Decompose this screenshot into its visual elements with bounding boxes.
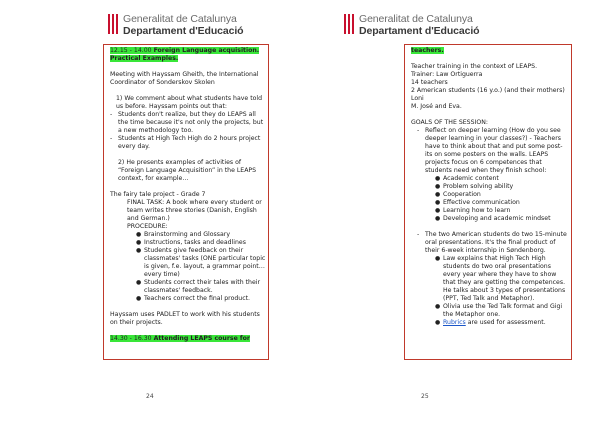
list-item: - Reflect on deeper learning (How do you see deeper learning in your classes?) - Teachers have to think about that and put some post-its on some posters on the walls. LEAPS projects focus on 6 competences that students need when they finish school: xyxy=(417,127,563,174)
list-item: ● Teachers correct the final product. xyxy=(136,295,251,302)
section1-heading: 12.15 - 14.00 Foreign Language acquisition. Practical Examples. xyxy=(110,47,260,62)
section2-continued: teachers. xyxy=(411,47,444,54)
generalitat-logo xyxy=(108,14,244,37)
fairy-tale-title: The fairy tale project - Grade 7 xyxy=(110,191,206,198)
list-item: ● Academic content xyxy=(435,175,499,182)
content-box-right xyxy=(404,44,572,360)
list-item: ● Developing and academic mindset xyxy=(435,215,551,222)
point2-text: 2) He presents examples of activities of “Foreign Language Acquisition” in the LEAPS context, for example… xyxy=(118,159,257,182)
content-box-left xyxy=(103,44,269,360)
list-item: ● Instructions, tasks and deadlines xyxy=(136,239,246,246)
competences-list xyxy=(411,175,568,223)
generalitat-logo xyxy=(344,14,480,37)
generalitat-bars-icon xyxy=(344,14,354,34)
goals-list-2 xyxy=(411,231,568,255)
meeting-text: Meeting with Hayssam Gheith, the International Coordinator of Sonderskov Skolen xyxy=(110,71,259,86)
logo-line2: Departament d'Educació xyxy=(359,25,480,37)
logo-line1: Generalitat de Catalunya xyxy=(123,13,237,25)
trainer-text: Trainer: Law Ortiguerra xyxy=(411,71,483,78)
goals-title: GOALS OF THE SESSION: xyxy=(411,119,488,126)
padlet-text: Hayssam uses PADLET to work with his students on their projects. xyxy=(110,311,260,326)
list-item: ● Rubrics are used for assessment. xyxy=(435,319,546,326)
section2-heading: 14.30 - 16.30 Attending LEAPS course for xyxy=(110,335,250,342)
point1-text: 1) We comment about what students have told us before. Hayssam points out that: xyxy=(116,95,263,110)
list-item: ● Effective communication xyxy=(435,199,520,206)
list-item: ● Cooperation xyxy=(435,191,481,198)
list-item: ● Problem solving ability xyxy=(435,183,514,190)
list-item: ● Law explains that High Tech High students do two oral presentations every year where they have to show that they are getting the competences. He talks about 3 types of presentations (PPT, Ted Talk and Metaphor). xyxy=(435,255,566,302)
point1-list xyxy=(110,111,267,151)
page-number-right: 25 xyxy=(421,393,429,400)
list-item: ● Students correct their tales with their classmates' feedback. xyxy=(136,279,261,294)
list-item: ● Students give feedback on their classmates' tasks (ONE particular topic is given, f.e. layout, a grammar point… every time) xyxy=(136,247,266,278)
rubrics-link[interactable]: Rubrics xyxy=(443,319,466,326)
loni-text: Loni xyxy=(411,95,424,102)
list-item: ● Brainstorming and Glossary xyxy=(136,231,231,238)
final-task: FINAL TASK: A book where every student or team writes three stories (Danish, English and German.) xyxy=(127,199,262,222)
presentation-list xyxy=(411,255,568,327)
list-item: - The two American students do two 15-minute oral presentations. It's the final product of their 6-week internship in Søndenborg. xyxy=(417,231,567,254)
list-item: - Students don't realize, but they do LEAPS all the time because it's not only the projects, but a new methodology too. xyxy=(110,111,264,134)
list-item: ● Olivia use the Ted Talk format and Gigi the Metaphor one. xyxy=(435,303,563,318)
names-text: M. José and Eva. xyxy=(411,103,462,110)
page-number-left: 24 xyxy=(146,393,154,400)
page-right xyxy=(300,0,600,424)
students-text: 2 American students (16 y.o.) (and their mothers) xyxy=(411,87,565,94)
training-text: Teacher training in the context of LEAPS. xyxy=(411,63,538,70)
logo-line2: Departament d'Educació xyxy=(123,25,244,37)
procedure-label: PROCEDURE: xyxy=(127,223,168,230)
logo-line1: Generalitat de Catalunya xyxy=(359,13,473,25)
list-item: ● Learning how to learn xyxy=(435,207,511,214)
procedure-list xyxy=(110,231,267,303)
list-item: - Students at High Tech High do 2 hours project every day. xyxy=(110,135,261,150)
goals-list xyxy=(411,127,568,175)
generalitat-bars-icon xyxy=(108,14,118,34)
teachers-count: 14 teachers xyxy=(411,79,448,86)
